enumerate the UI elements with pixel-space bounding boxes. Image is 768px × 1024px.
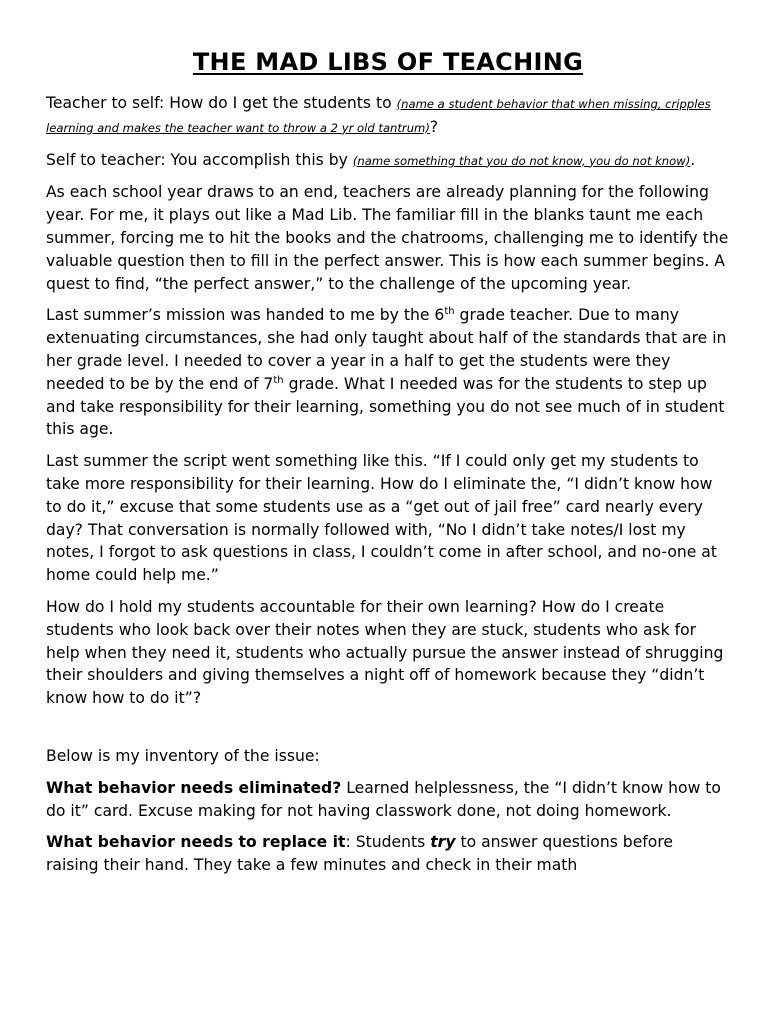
self-line-prefix: Self to teacher: You accomplish this by [46, 150, 353, 169]
self-line-suffix: . [690, 150, 696, 169]
self-line-note: (name something that you do not know, you do not know) [352, 153, 691, 168]
q2-emphasis: try [430, 833, 456, 852]
paragraph-school-year: As each school year draws to an end, teachers are already planning for the following year. For me, it plays out like a Mad Lib. The familiar fill in the blanks taunt me each summer, forcing me to hit the books and the chatrooms, challenging me to identify the valuable question then to fill in the perfect answer. This is how each summer begins. A quest to find, “the perfect answer,” to the challenge of the upcoming year. [46, 183, 729, 293]
teacher-line-prefix: Teacher to self: How do I get the students to [46, 94, 397, 112]
paragraph-accountability: How do I hold my students accountable for their own learning? How do I create students who look back over their notes when they are stuck, students who ask for help when they need it, students who actually pursue the answer instead of shrugging their shoulders and giving themselves a night off of homework because they “didn’t know how to do it”? [46, 597, 724, 708]
para2-part-a: Last summer’s mission was handed to me by the 6 [46, 306, 445, 325]
q2-text-b: to answer questions before raising their hand. They take a few minutes and check in their math [46, 833, 673, 875]
q2-text-a: Students [350, 833, 431, 852]
teacher-to-self-line [46, 92, 730, 140]
q2-colon: : [345, 833, 351, 852]
para2-part-b: grade teacher. Due to many extenuating circumstances, she had only taught about half of the standards that are in her grade level. I needed to cover a year in a half to get the students were they needed to be by the end of 7 [46, 306, 727, 393]
para2-part-c: grade. What I needed was for the students to step up and take responsibility for their learning, something you do not see much of in student this age. [46, 374, 725, 439]
document-page [46, 44, 730, 886]
q2-label: What behavior needs to replace it [46, 833, 346, 852]
document-title: THE MAD LIBS OF TEACHING [192, 48, 584, 76]
spacer [46, 719, 730, 745]
para2-superscript-1: th [444, 306, 455, 318]
para2-superscript-2: th [273, 374, 284, 386]
teacher-line-note: (name a student behavior that when missing, cripples learning and makes the teacher want to throw a 2 yr old tantrum) [46, 97, 711, 135]
teacher-line-suffix: ? [429, 117, 439, 136]
q1-text: Learned helplessness, the “I didn’t know how to do it” card. Excuse making for not having classwork done, not doing homework. [46, 778, 721, 820]
inventory-intro: Below is my inventory of the issue: [46, 746, 320, 765]
paragraph-last-summer-mission [46, 304, 730, 441]
question-behavior-replace [46, 831, 730, 877]
question-behavior-eliminated [46, 777, 730, 823]
paragraph-script: Last summer the script went something like this. “If I could only get my students to take more responsibility for their learning. How do I eliminate the, “I didn’t know how to do it,” excuse that some students use as a “get out of jail free” card nearly every day? That conversation is normally followed with, “No I didn’t take notes/I lost my notes, I forgot to ask questions in class, I couldn’t come in after school, and no-one at home could help me.” [46, 452, 717, 585]
q1-label: What behavior needs eliminated? [46, 778, 342, 797]
self-to-teacher-line [46, 149, 730, 173]
